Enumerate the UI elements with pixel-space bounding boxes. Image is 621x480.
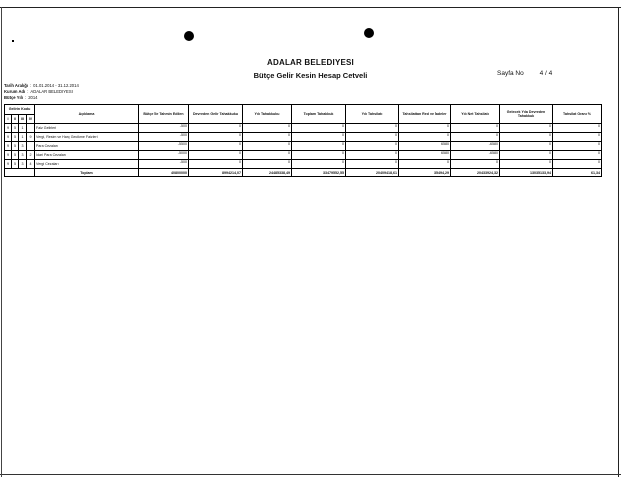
total-next-year-accrual: 13035133,94 <box>500 169 553 177</box>
table-total-row <box>5 169 602 177</box>
row-code-level-2: 5 <box>12 160 19 169</box>
row-next-year-accrual: 0 <box>500 133 553 142</box>
row-refunds: 0 <box>399 160 451 169</box>
row-code-level-4: 4 <box>27 160 35 169</box>
row-code-level-4: 2 <box>27 151 35 160</box>
report-title: Bütçe Gelir Kesin Hesap Cetveli <box>253 71 368 80</box>
row-next-year-accrual: 0 <box>500 151 553 160</box>
table-row <box>5 151 602 160</box>
row-carried-accrual: 0 <box>189 133 243 142</box>
row-code-level-4 <box>27 124 35 133</box>
row-code-level-1: 9 <box>5 124 12 133</box>
row-next-year-accrual: 0 <box>500 160 553 169</box>
table-header-row <box>5 105 602 115</box>
row-refunds: 6580 <box>399 151 451 160</box>
row-total-accrual: 0 <box>292 151 346 160</box>
page-number <box>497 70 552 77</box>
row-net-collection: 0 <box>451 133 500 142</box>
row-code-level-1: 9 <box>5 160 12 169</box>
row-year-accrual: 0 <box>243 142 292 151</box>
date-range-label: Tarih Aralığı <box>4 83 28 88</box>
total-label: Toplam <box>35 169 139 177</box>
row-code-level-3: 3 <box>19 160 27 169</box>
institution-title: ADALAR BELEDIYESI <box>267 58 354 67</box>
row-description: Para Cezaları <box>35 142 139 151</box>
col-header-level-2: II <box>12 115 19 124</box>
row-code-level-4 <box>27 142 35 151</box>
total-refunds: 35494,29 <box>399 169 451 177</box>
row-year-collection: 0 <box>346 151 399 160</box>
row-net-collection: -6580 <box>451 142 500 151</box>
total-collection-rate: 61,34 <box>553 169 602 177</box>
row-collection-rate: 0 <box>553 160 602 169</box>
col-header-collection-rate: Tahsilat Oranı % <box>553 105 602 124</box>
table-row <box>5 124 602 133</box>
total-net-collection: 20433924,32 <box>451 169 500 177</box>
col-header-level-1: I <box>5 115 12 124</box>
col-header-level-4: IV <box>27 115 35 124</box>
row-description: İdari Para Cezaları <box>35 151 139 160</box>
table-row <box>5 133 602 142</box>
row-next-year-accrual: 0 <box>500 124 553 133</box>
table-row <box>5 142 602 151</box>
row-code-level-3: 1 <box>19 133 27 142</box>
row-code-level-2: 5 <box>12 151 19 160</box>
row-code-level-4: 9 <box>27 133 35 142</box>
total-year-collection: 20409418,61 <box>346 169 399 177</box>
col-header-description: Açıklama <box>35 105 139 124</box>
row-code-level-1: 9 <box>5 133 12 142</box>
col-header-next-year-accrual: Gelecek Yıla Devreden Tahakkuk <box>500 105 553 124</box>
total-code-spacer <box>5 169 35 177</box>
row-description: Faiz Gelirleri <box>35 124 139 133</box>
row-budget-estimate: -500 <box>139 160 189 169</box>
row-code-level-2: 5 <box>12 133 19 142</box>
row-collection-rate: 0 <box>553 151 602 160</box>
row-year-collection: 0 <box>346 133 399 142</box>
row-description: Vergi, Resim ve Harç Gecikme Faizleri <box>35 133 139 142</box>
row-code-level-3: 3 <box>19 142 27 151</box>
row-code-level-1: 9 <box>5 151 12 160</box>
row-carried-accrual: 0 <box>189 160 243 169</box>
col-header-year-collection: Yılı Tahsilatı <box>346 105 399 124</box>
row-year-accrual: 0 <box>243 160 292 169</box>
row-total-accrual: 0 <box>292 160 346 169</box>
col-header-refunds: Tahsilattan Red ve İadeler <box>399 105 451 124</box>
row-collection-rate: 0 <box>553 133 602 142</box>
row-carried-accrual: 0 <box>189 151 243 160</box>
col-header-year-accrual: Yılı Tahakkuku <box>243 105 292 124</box>
row-description: Vergi Cezaları <box>35 160 139 169</box>
row-year-collection: 0 <box>346 124 399 133</box>
row-total-accrual: 0 <box>292 142 346 151</box>
row-refunds: 6580 <box>399 142 451 151</box>
row-refunds: 0 <box>399 124 451 133</box>
col-header-code-group: Gelirin Kodu <box>5 105 35 115</box>
row-carried-accrual: 0 <box>189 142 243 151</box>
row-budget-estimate: -500 <box>139 133 189 142</box>
col-header-carried-accrual: Devreden Gelir Tahakkuku <box>189 105 243 124</box>
revenue-table <box>4 104 602 177</box>
table-body <box>5 124 602 169</box>
page-number-value: 4 / 4 <box>539 70 553 77</box>
row-collection-rate: 0 <box>553 142 602 151</box>
row-year-accrual: 0 <box>243 124 292 133</box>
date-range-value: 01.01.2014 - 31.12.2014 <box>33 83 79 88</box>
row-collection-rate: 0 <box>553 124 602 133</box>
row-refunds: 0 <box>399 133 451 142</box>
row-code-level-2: 5 <box>12 124 19 133</box>
scan-dot <box>12 40 14 42</box>
row-code-level-1: 9 <box>5 142 12 151</box>
row-net-collection: -6580 <box>451 151 500 160</box>
meta-institution: Kurum Adı : ADALAR BELEDIYESI <box>4 89 73 94</box>
budget-year-value: 2014 <box>28 95 38 100</box>
row-code-level-2: 5 <box>12 142 19 151</box>
row-year-collection: 0 <box>346 160 399 169</box>
page-number-label: Sayfa No <box>497 70 524 77</box>
institution-label: Kurum Adı <box>4 89 26 94</box>
table-row <box>5 160 602 169</box>
col-header-net-collection: Yılı Net Tahsilatı <box>451 105 500 124</box>
col-header-budget-estimate: Bütçe İle Tahmin Edilen <box>139 105 189 124</box>
meta-budget-year: Bütçe Yılı : 2014 <box>4 95 38 100</box>
row-next-year-accrual: 0 <box>500 142 553 151</box>
row-year-collection: 0 <box>346 142 399 151</box>
row-total-accrual: 0 <box>292 133 346 142</box>
budget-year-label: Bütçe Yılı <box>4 95 24 100</box>
total-total-accrual: 33479552,55 <box>292 169 346 177</box>
row-budget-estimate: -5000 <box>139 151 189 160</box>
row-net-collection: 0 <box>451 124 500 133</box>
total-carried-accrual: 8994214,07 <box>189 169 243 177</box>
page-border-top <box>0 7 621 8</box>
row-total-accrual: 0 <box>292 124 346 133</box>
page-border-bottom <box>0 474 621 475</box>
institution-value: ADALAR BELEDIYESI <box>30 89 73 94</box>
row-year-accrual: 0 <box>243 151 292 160</box>
punch-hole-right <box>364 28 374 38</box>
meta-date-range: Tarih Aralığı : 01.01.2014 - 31.12.2014 <box>4 83 79 88</box>
col-header-level-3: III <box>19 115 27 124</box>
row-budget-estimate: -5500 <box>139 142 189 151</box>
row-net-collection: 0 <box>451 160 500 169</box>
row-code-level-3: 1 <box>19 124 27 133</box>
total-budget-estimate: 40800000 <box>139 169 189 177</box>
col-header-total-accrual: Toplam Tahakkuk <box>292 105 346 124</box>
row-year-accrual: 0 <box>243 133 292 142</box>
punch-hole-left <box>184 31 194 41</box>
row-carried-accrual: 0 <box>189 124 243 133</box>
row-code-level-3: 3 <box>19 151 27 160</box>
total-year-accrual: 24485338,49 <box>243 169 292 177</box>
row-budget-estimate: -500 <box>139 124 189 133</box>
